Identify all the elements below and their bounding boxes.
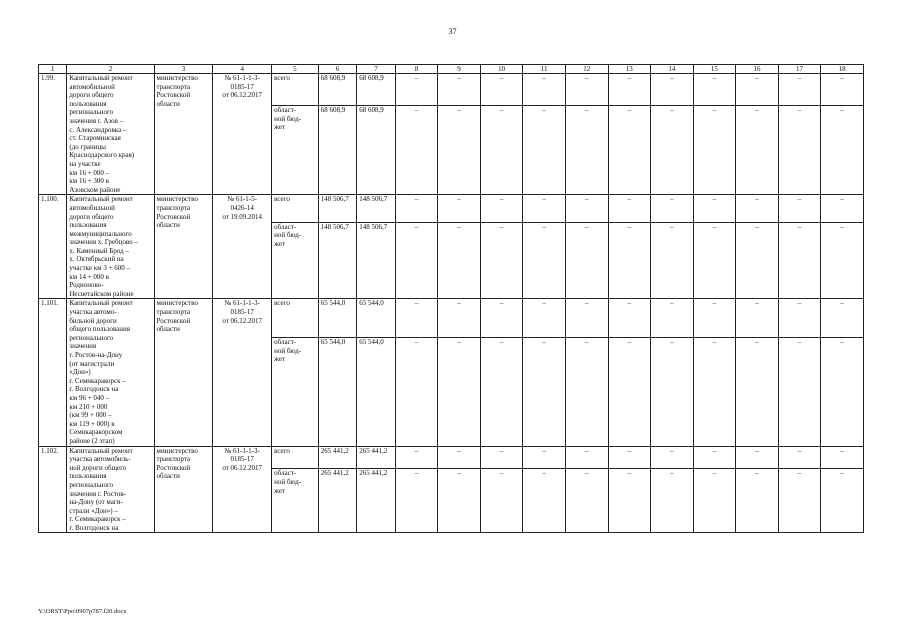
customer-org-line: Ростовской — [156, 91, 191, 100]
expertise-doc — [213, 74, 272, 195]
funding-source-line: област- — [274, 105, 297, 114]
object-name-line: регионального — [69, 480, 114, 489]
year-value: – — [395, 195, 438, 222]
customer-org-line: министерство — [156, 446, 198, 455]
year-value: – — [608, 74, 651, 106]
funding-source-line: ной бюд- — [274, 114, 302, 123]
year-value: – — [736, 222, 779, 299]
funding-source-line: жет — [274, 239, 286, 248]
estimated-cost: 148 506,7 — [318, 195, 357, 222]
year-value: – — [693, 338, 736, 446]
object-name-line: ной дороги общего — [69, 463, 127, 472]
customer-org-line: Ростовской — [156, 463, 191, 472]
year-value: – — [736, 299, 779, 338]
column-header: 3 — [154, 65, 213, 74]
estimated-cost: 65 544,0 — [318, 338, 357, 446]
year-value: – — [395, 469, 438, 533]
expertise-doc-line: № 61-1-5- — [227, 195, 257, 204]
expertise-doc-line: 0185-17 — [230, 308, 254, 317]
object-name-line: г. Ростов-на-Дону — [69, 351, 123, 359]
year-value: – — [395, 105, 438, 194]
year-value: – — [778, 469, 821, 533]
estimated-cost: 65 544,0 — [318, 299, 357, 338]
customer-org-line: транспорта — [156, 203, 191, 212]
year-value: – — [778, 338, 821, 446]
year-value: – — [395, 299, 438, 338]
year-value: – — [608, 338, 651, 446]
funding-source — [272, 299, 319, 338]
year-value: – — [480, 338, 523, 446]
object-name-line: Капитальный ремонт — [69, 299, 133, 308]
funding-source — [272, 469, 319, 533]
year-value: – — [523, 446, 566, 469]
customer-org-line: области — [156, 325, 180, 334]
row-number: 1.99. — [39, 74, 67, 195]
table-row — [39, 299, 864, 338]
funding-source-line: ной бюд- — [274, 346, 302, 355]
object-name — [67, 74, 154, 195]
year-value: – — [565, 469, 608, 533]
funding-source — [272, 74, 319, 106]
year-value: – — [608, 222, 651, 299]
year-value: – — [651, 222, 694, 299]
object-name-line: км 16 + 000 – — [69, 168, 110, 177]
column-header: 4 — [213, 65, 272, 74]
year-value: – — [651, 195, 694, 222]
year-value: – — [523, 299, 566, 338]
object-name-line: г. Семикаракорск – — [69, 515, 126, 524]
object-name-line: на участке — [69, 159, 101, 168]
estimated-cost: 265 441,2 — [318, 469, 357, 533]
expertise-doc — [213, 299, 272, 446]
customer-org-line: транспорта — [156, 308, 191, 317]
object-name-line: автомобильной — [69, 82, 115, 91]
object-name-line: км 16 + 300 в — [69, 177, 109, 186]
funding-source-line: всего — [274, 74, 290, 82]
year-value: – — [651, 446, 694, 469]
year-value: – — [565, 105, 608, 194]
year-value: – — [651, 105, 694, 194]
object-name-line: значения х. Гребцово – — [69, 238, 138, 247]
object-name-line: г. Волгодонск на — [69, 385, 119, 394]
year-value: – — [693, 105, 736, 194]
year-value: – — [736, 74, 779, 106]
funding-source-line: област- — [274, 469, 297, 478]
funding-source — [272, 338, 319, 446]
year-value: – — [438, 74, 481, 106]
column-header: 1 — [39, 65, 67, 74]
object-name-line: участка автомо- — [69, 308, 117, 317]
year-value: – — [523, 105, 566, 194]
year-value: – — [821, 299, 864, 338]
file-path-footer: Y:\ORST\Ppo\0907p787.f20.docx — [38, 608, 127, 615]
year-value: – — [565, 195, 608, 222]
investment-table — [38, 64, 864, 533]
object-name — [67, 195, 154, 299]
object-name-line: районе (2 этап) — [69, 436, 115, 445]
object-name-line: страли «Дон») – — [69, 506, 118, 515]
year-value: – — [438, 469, 481, 533]
object-name-line: (до границы — [69, 142, 106, 151]
year-value: – — [736, 446, 779, 469]
total-cost: 68 608,9 — [357, 74, 396, 106]
funding-source-line: жет — [274, 486, 286, 495]
table-row — [39, 195, 864, 222]
year-value: – — [651, 299, 694, 338]
funding-source-line: жет — [274, 355, 286, 364]
funding-source-line: всего — [274, 446, 290, 455]
customer-org-line: министерство — [156, 74, 198, 82]
year-value: – — [693, 469, 736, 533]
estimated-cost: 68 608,9 — [318, 105, 357, 194]
estimated-cost: 68 608,9 — [318, 74, 357, 106]
object-name-line: регионального — [69, 108, 114, 117]
customer-org — [154, 299, 213, 446]
estimated-cost: 148 506,7 — [318, 222, 357, 299]
year-value: – — [480, 222, 523, 299]
year-value: – — [778, 446, 821, 469]
funding-source-line: всего — [274, 195, 290, 204]
expertise-doc — [213, 446, 272, 533]
expertise-doc-line: 0185-17 — [230, 82, 254, 91]
year-value: – — [565, 222, 608, 299]
year-value: – — [778, 105, 821, 194]
year-value: – — [736, 105, 779, 194]
object-name-line: общего пользования — [69, 325, 130, 334]
year-value: – — [821, 338, 864, 446]
year-value: – — [693, 299, 736, 338]
year-value: – — [778, 222, 821, 299]
year-value: – — [438, 222, 481, 299]
object-name-line: межмуниципального — [69, 229, 132, 238]
object-name-line: ст. Староминская — [69, 134, 121, 143]
estimated-cost: 265 441,2 — [318, 446, 357, 469]
column-header: 18 — [821, 65, 864, 74]
year-value: – — [693, 195, 736, 222]
object-name-line: Азовском районе — [69, 185, 121, 194]
year-value: – — [778, 195, 821, 222]
column-number-row — [39, 65, 864, 74]
year-value: – — [736, 338, 779, 446]
funding-source-line: област- — [274, 338, 297, 347]
table-row — [39, 446, 864, 469]
year-value: – — [438, 446, 481, 469]
year-value: – — [565, 338, 608, 446]
customer-org-line: области — [156, 221, 180, 230]
object-name-line: пользования — [69, 99, 107, 108]
expertise-doc — [213, 195, 272, 299]
object-name-line: автомобильной — [69, 203, 115, 212]
object-name-line: «Дон») — [69, 368, 91, 377]
expertise-doc-line: 0185-17 — [230, 455, 254, 464]
year-value: – — [480, 299, 523, 338]
object-name-line: км 14 + 000 в — [69, 272, 109, 281]
total-cost: 265 441,2 — [357, 469, 396, 533]
year-value: – — [651, 469, 694, 533]
year-value: – — [480, 105, 523, 194]
year-value: – — [438, 299, 481, 338]
column-header: 9 — [438, 65, 481, 74]
year-value: – — [608, 469, 651, 533]
year-value: – — [778, 74, 821, 106]
object-name-line: с. Александровка – — [69, 125, 127, 134]
object-name-line: (км 99 + 000 – — [69, 411, 112, 420]
year-value: – — [395, 446, 438, 469]
total-cost: 148 506,7 — [357, 222, 396, 299]
year-value: – — [565, 299, 608, 338]
year-value: – — [523, 469, 566, 533]
column-header: 13 — [608, 65, 651, 74]
customer-org-line: министерство — [156, 195, 198, 204]
object-name-line: значения — [69, 342, 97, 351]
object-name-line: значения г. Ростов- — [69, 489, 126, 498]
row-number: 1.102. — [39, 446, 67, 533]
object-name-line: участка автомобиль- — [69, 455, 131, 464]
object-name-line: Капитальный ремонт — [69, 74, 133, 82]
object-name-line: дороги общего — [69, 212, 114, 221]
object-name-line: Краснодарского края) — [69, 151, 135, 160]
year-value: – — [821, 74, 864, 106]
year-value: – — [438, 195, 481, 222]
year-value: – — [608, 105, 651, 194]
year-value: – — [523, 338, 566, 446]
year-value: – — [693, 446, 736, 469]
object-name-line: пользования — [69, 221, 107, 230]
year-value: – — [565, 446, 608, 469]
year-value: – — [821, 195, 864, 222]
expertise-doc-line: от 06.12.2017 — [222, 316, 263, 325]
customer-org-line: области — [156, 472, 180, 481]
total-cost: 68 608,9 — [357, 105, 396, 194]
expertise-doc-line: № 61-1-1-3- — [224, 74, 260, 82]
customer-org — [154, 195, 213, 299]
expertise-doc-line: 0426-14 — [230, 203, 254, 212]
column-header: 11 — [523, 65, 566, 74]
column-header: 14 — [651, 65, 694, 74]
object-name-line: Семикаракорском — [69, 428, 123, 437]
year-value: – — [821, 446, 864, 469]
column-header: 10 — [480, 65, 523, 74]
year-value: – — [778, 299, 821, 338]
year-value: – — [693, 222, 736, 299]
year-value: – — [651, 338, 694, 446]
funding-source-line: всего — [274, 299, 290, 308]
column-header: 12 — [565, 65, 608, 74]
object-name-line: участке км 3 + 600 – — [69, 264, 131, 273]
year-value: – — [651, 74, 694, 106]
row-number: 1.101. — [39, 299, 67, 446]
expertise-doc-line: № 61-1-1-3- — [224, 299, 260, 308]
funding-source — [272, 195, 319, 222]
year-value: – — [395, 74, 438, 106]
object-name-line: (от магистрали — [69, 359, 115, 368]
year-value: – — [523, 195, 566, 222]
row-number: 1.100. — [39, 195, 67, 299]
object-name-line: дороги общего — [69, 91, 114, 100]
customer-org-line: транспорта — [156, 455, 191, 464]
year-value: – — [608, 195, 651, 222]
year-value: – — [480, 446, 523, 469]
year-value: – — [608, 299, 651, 338]
year-value: – — [480, 195, 523, 222]
object-name-line: значения г. Азов – — [69, 116, 124, 125]
year-value: – — [693, 74, 736, 106]
year-value: – — [736, 195, 779, 222]
column-header: 6 — [318, 65, 357, 74]
object-name-line: на-Дону (от маги- — [69, 498, 123, 507]
year-value: – — [480, 469, 523, 533]
object-name-line: х. Октябрьский на — [69, 255, 124, 264]
column-header: 7 — [357, 65, 396, 74]
object-name-line: г. Семикаракорск – — [69, 376, 126, 385]
object-name-line: км 210 + 000 — [69, 402, 108, 411]
object-name — [67, 299, 154, 446]
expertise-doc-line: № 61-1-1-3- — [224, 446, 260, 455]
column-header: 17 — [778, 65, 821, 74]
customer-org-line: Ростовской — [156, 212, 191, 221]
funding-source — [272, 105, 319, 194]
year-value: – — [438, 338, 481, 446]
expertise-doc-line: от 06.12.2017 — [222, 463, 263, 472]
page-number: 37 — [448, 27, 457, 36]
object-name-line: Несветайском районе — [69, 289, 134, 298]
year-value: – — [736, 469, 779, 533]
customer-org — [154, 74, 213, 195]
customer-org-line: транспорта — [156, 82, 191, 91]
customer-org-line: министерство — [156, 299, 198, 308]
customer-org-line: Ростовской — [156, 316, 191, 325]
total-cost: 65 544,0 — [357, 338, 396, 446]
object-name-line: км 96 + 040 – — [69, 393, 110, 402]
funding-source-line: жет — [274, 123, 286, 132]
year-value: – — [821, 105, 864, 194]
year-value: – — [565, 74, 608, 106]
object-name-line: регионального — [69, 333, 114, 342]
object-name-line: Капитальный ремонт — [69, 195, 133, 204]
object-name-line: бильной дороги — [69, 316, 117, 325]
table-row — [39, 74, 864, 106]
object-name-line: км 119 + 000) в — [69, 419, 115, 428]
funding-source — [272, 222, 319, 299]
year-value: – — [523, 222, 566, 299]
customer-org-line: области — [156, 99, 180, 108]
funding-source-line: област- — [274, 222, 297, 231]
expertise-doc-line: от 19.09.2014 — [222, 212, 263, 221]
expertise-doc-line: от 06.12.2017 — [222, 91, 263, 100]
total-cost: 265 441,2 — [357, 446, 396, 469]
funding-source-line: ной бюд- — [274, 231, 302, 240]
column-header: 15 — [693, 65, 736, 74]
funding-source — [272, 446, 319, 469]
year-value: – — [608, 446, 651, 469]
year-value: – — [523, 74, 566, 106]
object-name-line: Капитальный ремонт — [69, 446, 133, 455]
object-name — [67, 446, 154, 533]
year-value: – — [438, 105, 481, 194]
object-name-line: х. Каменный Брод – — [69, 246, 129, 255]
year-value: – — [821, 222, 864, 299]
year-value: – — [395, 338, 438, 446]
total-cost: 148 506,7 — [357, 195, 396, 222]
year-value: – — [821, 469, 864, 533]
column-header: 8 — [395, 65, 438, 74]
object-name-line: Родионово- — [69, 281, 104, 290]
column-header: 2 — [67, 65, 154, 74]
column-header: 5 — [272, 65, 319, 74]
column-header: 16 — [736, 65, 779, 74]
year-value: – — [395, 222, 438, 299]
object-name-line: г. Волгодонск на — [69, 523, 119, 532]
funding-source-line: ной бюд- — [274, 478, 302, 487]
customer-org — [154, 446, 213, 533]
year-value: – — [480, 74, 523, 106]
total-cost: 65 544,0 — [357, 299, 396, 338]
object-name-line: пользования — [69, 472, 107, 481]
